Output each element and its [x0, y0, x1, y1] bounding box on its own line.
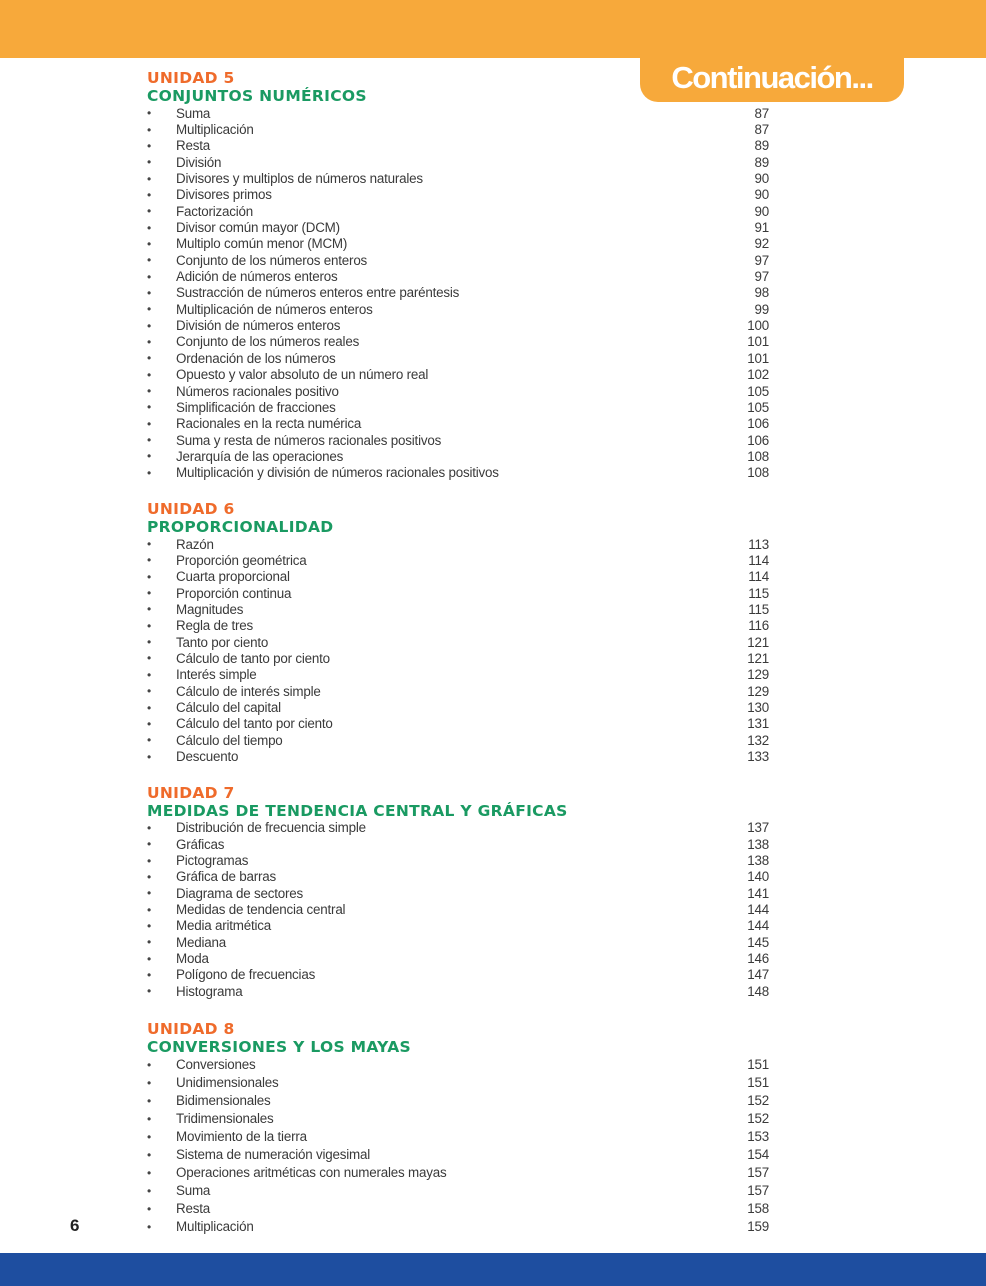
bullet-icon: • [147, 351, 152, 366]
bullet-icon: • [147, 1183, 152, 1198]
toc-entry [147, 983, 769, 999]
bullet-icon: • [147, 918, 152, 933]
unit-items [147, 105, 769, 481]
bullet-icon: • [147, 1093, 152, 1108]
bullet-icon: • [147, 171, 152, 186]
toc-entry [147, 170, 769, 186]
unit-5 [147, 69, 769, 481]
toc-entry-page: 101 [747, 350, 769, 366]
bullet-icon: • [147, 220, 152, 235]
toc-entry [147, 1182, 769, 1200]
toc-entry [147, 219, 769, 235]
toc-entry-page: 153 [747, 1129, 769, 1144]
toc-entry-label: Proporción continua [176, 585, 292, 601]
toc-entry-label: Multiplicación [176, 122, 254, 138]
bullet-icon: • [147, 618, 152, 633]
toc-entry [147, 1146, 769, 1164]
toc-entry-label: Suma [176, 1183, 211, 1198]
toc-entry [147, 121, 769, 137]
toc-entry-label: Diagrama de sectores [176, 885, 303, 901]
toc-entry [147, 1056, 769, 1074]
toc-entry-label: Polígono de frecuencias [176, 967, 316, 983]
toc-entry-label: Descuento [176, 749, 239, 765]
toc-entry [147, 317, 769, 333]
toc-entry-page: 90 [754, 187, 769, 203]
unit-items [147, 1056, 769, 1236]
toc-entry-label: Divisores primos [176, 187, 272, 203]
bullet-icon: • [147, 553, 152, 568]
toc-entry-label: Jerarquía de las operaciones [176, 448, 344, 464]
bullet-icon: • [147, 433, 152, 448]
toc-entry-label: Sistema de numeración vigesimal [176, 1147, 371, 1162]
bullet-icon: • [147, 269, 152, 284]
toc-entry-page: 129 [747, 667, 769, 683]
bullet-icon: • [147, 667, 152, 682]
toc-entry-page: 159 [747, 1219, 769, 1234]
toc-entry-page: 154 [747, 1147, 769, 1162]
toc-entry-label: Regla de tres [176, 618, 254, 634]
toc-entry-page: 114 [748, 552, 769, 568]
toc-entry [147, 1164, 769, 1182]
toc-entry-page: 106 [747, 416, 769, 432]
toc-entry-page: 100 [747, 318, 769, 334]
toc-entry [147, 138, 769, 154]
toc-entry-label: Gráficas [176, 836, 225, 852]
bullet-icon: • [147, 716, 152, 731]
toc-entry-label: Multiplicación y división de números racionales positivos [176, 465, 499, 481]
bullet-icon: • [147, 700, 152, 715]
toc-entry-label: Media aritmética [176, 918, 272, 934]
toc-entry [147, 187, 769, 203]
toc-entry-page: 158 [747, 1201, 769, 1216]
toc-entry-label: Factorización [176, 203, 254, 219]
toc-entry-label: Tanto por ciento [176, 634, 269, 650]
toc-entry-page: 147 [747, 967, 769, 983]
bullet-icon: • [147, 465, 152, 480]
toc-entry [147, 918, 769, 934]
toc-entry [147, 1110, 769, 1128]
toc-entry-label: Racionales en la recta numérica [176, 416, 362, 432]
bullet-icon: • [147, 155, 152, 170]
bullet-icon: • [147, 416, 152, 431]
unit-7 [147, 784, 769, 1000]
toc-entry [147, 350, 769, 366]
toc-entry-label: Histograma [176, 983, 243, 999]
unit-8 [147, 1020, 769, 1236]
toc-entry-page: 91 [754, 220, 769, 236]
toc-entry-label: Magnitudes [176, 601, 244, 617]
unit-items [147, 536, 769, 765]
toc-entry-page: 157 [747, 1183, 769, 1198]
bullet-icon: • [147, 935, 152, 950]
toc-entry [147, 901, 769, 917]
toc-entry-page: 129 [747, 683, 769, 699]
toc-entry [147, 465, 769, 481]
bullet-icon: • [147, 837, 152, 852]
bullet-icon: • [147, 569, 152, 584]
bullet-icon: • [147, 820, 152, 835]
toc-entry-label: Opuesto y valor absoluto de un número real [176, 367, 429, 383]
toc-entry-label: Conjunto de los números enteros [176, 252, 368, 268]
toc-entry [147, 836, 769, 852]
toc-entry-label: Medidas de tendencia central [176, 902, 346, 918]
bullet-icon: • [147, 749, 152, 764]
toc-entry-label: Cuarta proporcional [176, 569, 290, 585]
bullet-icon: • [147, 586, 152, 601]
unit-heading [147, 500, 769, 536]
toc-entry-page: 140 [747, 869, 769, 885]
toc-entry-label: Cálculo del tanto por ciento [176, 716, 333, 732]
toc-entry-label: Mediana [176, 934, 226, 950]
unit-number: UNIDAD 6 [147, 499, 235, 518]
toc-entry-label: Números racionales positivo [176, 383, 339, 399]
unit-number: UNIDAD 5 [147, 69, 235, 87]
toc-entry [147, 748, 769, 764]
toc-entry-label: Adición de números enteros [176, 269, 338, 285]
bullet-icon: • [147, 984, 152, 999]
toc-entry-label: Ordenación de los números [176, 350, 336, 366]
toc-entry-label: Proporción geométrica [176, 552, 307, 568]
bullet-icon: • [147, 951, 152, 966]
bullet-icon: • [147, 318, 152, 333]
toc-entry-page: 152 [747, 1111, 769, 1126]
toc-entry-label: Multiplo común menor (MCM) [176, 236, 348, 252]
toc-entry [147, 634, 769, 650]
toc-entry [147, 448, 769, 464]
toc-entry-label: Distribución de frecuencia simple [176, 820, 366, 836]
toc-entry [147, 885, 769, 901]
toc-entry-label: Gráfica de barras [176, 869, 277, 885]
bullet-icon: • [147, 285, 152, 300]
toc-entry-page: 97 [754, 252, 769, 268]
toc-entry-page: 89 [754, 154, 769, 170]
bullet-icon: • [147, 1129, 152, 1144]
toc-entry [147, 934, 769, 950]
top-orange-band [0, 0, 986, 58]
toc-entry-label: Moda [176, 951, 209, 967]
toc-entry-label: Tridimensionales [176, 1111, 274, 1126]
bullet-icon: • [147, 1165, 152, 1180]
bullet-icon: • [147, 122, 152, 137]
unit-6 [147, 500, 769, 765]
toc-entry-page: 146 [747, 951, 769, 967]
bullet-icon: • [147, 236, 152, 251]
toc-entry-page: 137 [747, 820, 769, 836]
toc-entry-page: 105 [747, 399, 769, 415]
toc-entry [147, 1092, 769, 1110]
toc-entry-page: 87 [754, 105, 769, 121]
toc-entry-page: 101 [747, 334, 769, 350]
toc-entry [147, 650, 769, 666]
toc-entry [147, 1218, 769, 1236]
bullet-icon: • [147, 384, 152, 399]
unit-heading [147, 69, 769, 105]
bullet-icon: • [147, 1057, 152, 1072]
toc-entry-page: 152 [747, 1093, 769, 1108]
toc-entry-label: Cálculo de tanto por ciento [176, 650, 330, 666]
toc-entry-page: 116 [748, 618, 769, 634]
toc-entry [147, 285, 769, 301]
continuation-label: Continuación... [671, 60, 873, 95]
toc-entry-page: 114 [748, 569, 769, 585]
toc-entry-label: Resta [176, 138, 210, 154]
toc-entry [147, 1128, 769, 1146]
toc-entry [147, 667, 769, 683]
bottom-blue-band [0, 1253, 986, 1286]
toc-entry [147, 416, 769, 432]
bullet-icon: • [147, 684, 152, 699]
bullet-icon: • [147, 204, 152, 219]
toc-entry [147, 852, 769, 868]
toc-entry-page: 113 [748, 536, 769, 552]
toc-entry-label: Simplificación de fracciones [176, 399, 336, 415]
toc-entry [147, 950, 769, 966]
toc-entry-label: División de números enteros [176, 318, 341, 334]
bullet-icon: • [147, 1111, 152, 1126]
toc-entry-label: Pictogramas [176, 853, 249, 869]
toc-entry-page: 157 [747, 1165, 769, 1180]
bullet-icon: • [147, 1147, 152, 1162]
unit-title: CONVERSIONES Y LOS MAYAS [147, 1037, 411, 1056]
toc-entry-page: 133 [747, 749, 769, 765]
toc-entry-label: Sustracción de números enteros entre paréntesis [176, 285, 460, 301]
toc-entry [147, 869, 769, 885]
toc-entry [147, 716, 769, 732]
toc-entry [147, 732, 769, 748]
toc-entry-label: Suma [176, 105, 211, 121]
bullet-icon: • [147, 1201, 152, 1216]
toc-entry [147, 601, 769, 617]
toc-entry-page: 151 [747, 1057, 769, 1072]
bullet-icon: • [147, 733, 152, 748]
bullet-icon: • [147, 302, 152, 317]
toc-entry [147, 154, 769, 170]
toc-entry [147, 203, 769, 219]
toc-entry-label: Operaciones aritméticas con numerales mayas [176, 1165, 447, 1180]
toc-entry-label: Resta [176, 1201, 210, 1216]
bullet-icon: • [147, 400, 152, 415]
page-number: 6 [70, 1216, 80, 1235]
toc-entry [147, 399, 769, 415]
bullet-icon: • [147, 187, 152, 202]
toc-entry-label: Cálculo del capital [176, 700, 281, 716]
toc-entry-page: 141 [747, 885, 769, 901]
unit-items [147, 820, 769, 1000]
unit-title: PROPORCIONALIDAD [147, 517, 334, 536]
toc-entry [147, 367, 769, 383]
toc-entry-page: 131 [747, 716, 769, 732]
toc-entry-label: Cálculo del tiempo [176, 732, 283, 748]
toc-entry [147, 1200, 769, 1218]
bullet-icon: • [147, 138, 152, 153]
toc-entry [147, 268, 769, 284]
toc-entry-label: División [176, 154, 222, 170]
toc-entry-page: 102 [747, 367, 769, 383]
toc-entry-page: 121 [747, 650, 769, 666]
toc-entry-page: 98 [754, 285, 769, 301]
toc-entry [147, 699, 769, 715]
toc-entry-label: Cálculo de interés simple [176, 683, 321, 699]
bullet-icon: • [147, 334, 152, 349]
unit-title: MEDIDAS DE TENDENCIA CENTRAL Y GRÁFICAS [147, 801, 568, 820]
toc-entry [147, 334, 769, 350]
toc-entry [147, 967, 769, 983]
bullet-icon: • [147, 1219, 152, 1234]
toc-entry [147, 683, 769, 699]
bullet-icon: • [147, 635, 152, 650]
toc-entry-label: Divisor común mayor (DCM) [176, 220, 340, 236]
toc-entry-page: 90 [754, 171, 769, 187]
bullet-icon: • [147, 253, 152, 268]
toc-entry [147, 618, 769, 634]
toc-entry-page: 97 [754, 269, 769, 285]
toc-entry-label: Unidimensionales [176, 1075, 279, 1090]
toc-entry [147, 569, 769, 585]
bullet-icon: • [147, 967, 152, 982]
toc-entry [147, 236, 769, 252]
toc-entry [147, 105, 769, 121]
bullet-icon: • [147, 537, 152, 552]
toc-entry-label: Conversiones [176, 1057, 256, 1072]
toc-entry-page: 138 [747, 836, 769, 852]
toc-entry-page: 151 [747, 1075, 769, 1090]
unit-heading [147, 784, 769, 820]
toc-entry-label: Razón [176, 536, 214, 552]
bullet-icon: • [147, 106, 152, 121]
toc-entry [147, 552, 769, 568]
bullet-icon: • [147, 1075, 152, 1090]
unit-title: CONJUNTOS NUMÉRICOS [147, 87, 367, 105]
bullet-icon: • [147, 602, 152, 617]
toc-entry-page: 132 [747, 732, 769, 748]
toc-entry [147, 301, 769, 317]
bullet-icon: • [147, 886, 152, 901]
bullet-icon: • [147, 367, 152, 382]
toc-entry-label: Divisores y multiplos de números naturales [176, 171, 423, 187]
toc-entry-page: 106 [747, 432, 769, 448]
bullet-icon: • [147, 853, 152, 868]
toc-entry [147, 383, 769, 399]
toc-entry-label: Bidimensionales [176, 1093, 271, 1108]
toc-entry-page: 105 [747, 383, 769, 399]
toc-entry-page: 90 [754, 203, 769, 219]
toc-entry-page: 144 [747, 902, 769, 918]
bullet-icon: • [147, 869, 152, 884]
toc-entry-label: Conjunto de los números reales [176, 334, 360, 350]
bullet-icon: • [147, 902, 152, 917]
toc-entry-label: Suma y resta de números racionales positivos [176, 432, 442, 448]
toc-entry-page: 115 [748, 601, 769, 617]
toc-entry [147, 536, 769, 552]
bullet-icon: • [147, 651, 152, 666]
toc-entry [147, 820, 769, 836]
toc-entry-page: 89 [754, 138, 769, 154]
toc-entry-page: 99 [754, 301, 769, 317]
bullet-icon: • [147, 449, 152, 464]
toc-entry-page: 92 [754, 236, 769, 252]
toc-entry-page: 130 [747, 700, 769, 716]
toc-entry [147, 432, 769, 448]
toc-entry-page: 138 [747, 853, 769, 869]
unit-number: UNIDAD 7 [147, 783, 235, 802]
toc-entry-label: Multiplicación de números enteros [176, 301, 373, 317]
unit-heading [147, 1020, 769, 1056]
unit-number: UNIDAD 8 [147, 1019, 235, 1038]
toc-entry-page: 148 [747, 983, 769, 999]
toc-entry-label: Interés simple [176, 667, 257, 683]
toc-entry-page: 87 [754, 122, 769, 138]
toc-entry-page: 115 [748, 585, 769, 601]
table-of-contents [147, 69, 769, 1236]
toc-entry [147, 252, 769, 268]
toc-entry-page: 145 [747, 934, 769, 950]
toc-entry-label: Movimiento de la tierra [176, 1129, 307, 1144]
toc-entry-page: 121 [747, 634, 769, 650]
toc-entry-label: Multiplicación [176, 1219, 254, 1234]
toc-entry [147, 585, 769, 601]
toc-entry [147, 1074, 769, 1092]
toc-entry-page: 108 [747, 465, 769, 481]
toc-entry-page: 108 [747, 448, 769, 464]
toc-entry-page: 144 [747, 918, 769, 934]
